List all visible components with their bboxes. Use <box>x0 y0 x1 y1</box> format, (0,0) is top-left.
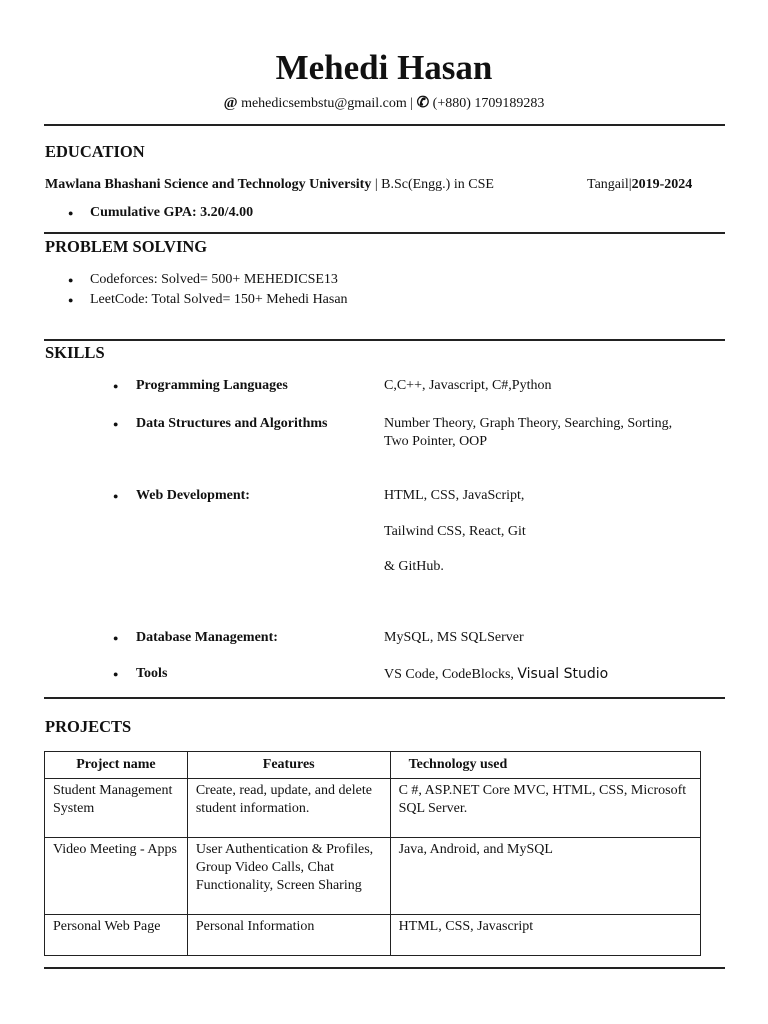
contact-separator: | <box>410 96 414 111</box>
table-cell: Personal Information <box>187 915 390 956</box>
section-title-problem-solving: PROBLEM SOLVING <box>45 237 208 256</box>
degree: | B.Sc(Engg.) in CSE <box>371 177 494 192</box>
table-cell: User Authentication & Profiles, Group Video Calls, Chat Functionality, Screen Sharing <box>187 838 390 915</box>
table-cell: Create, read, update, and delete student information. <box>187 779 390 838</box>
table-row <box>45 838 701 915</box>
list-item-text: LeetCode: Total Solved= 150+ Mehedi Hasan <box>90 292 348 307</box>
table-row <box>45 779 701 838</box>
skill-value: Tailwind CSS, React, Git <box>384 524 526 539</box>
list-item-text: Codeforces: Solved= 500+ MEHEDICSE13 <box>90 272 338 287</box>
phone-number: (+880) 1709189283 <box>432 96 545 111</box>
projects-table <box>44 751 701 956</box>
table-cell: Student Management System <box>45 779 188 838</box>
skill-label: ● Programming Languages <box>113 377 288 395</box>
divider <box>44 232 725 234</box>
table-header: Technology used <box>390 752 700 779</box>
contact-line <box>0 93 768 114</box>
table-cell: Video Meeting - Apps <box>45 838 188 915</box>
table-header-row <box>45 752 701 779</box>
table-cell: C #, ASP.NET Core MVC, HTML, CSS, Microsoft SQL Server. <box>390 779 700 838</box>
skill-value: HTML, CSS, JavaScript, <box>384 488 525 503</box>
table-header: Features <box>187 752 390 779</box>
divider <box>44 697 725 699</box>
resume-name: Mehedi Hasan <box>275 48 493 87</box>
list-item <box>68 270 338 290</box>
years: 2019-2024 <box>631 177 693 192</box>
location: Tangail| <box>587 177 632 192</box>
divider <box>44 339 725 341</box>
list-item <box>68 290 348 310</box>
gpa-text: Cumulative GPA: 3.20/4.00 <box>90 205 254 220</box>
section-title-projects: PROJECTS <box>45 717 132 736</box>
table-cell: HTML, CSS, Javascript <box>390 915 700 956</box>
section-title-education: EDUCATION <box>45 142 145 161</box>
table-header: Project name <box>45 752 188 779</box>
skill-label: ● Database Management: <box>113 629 278 647</box>
skill-value: & GitHub. <box>384 559 444 574</box>
university-name: Mawlana Bhashani Science and Technology University <box>45 177 372 192</box>
skill-value: Number Theory, Graph Theory, Searching, Sorting, Two Pointer, OOP <box>384 416 673 449</box>
divider <box>44 967 725 969</box>
education-location-years <box>587 175 692 195</box>
skill-label: ● Tools <box>113 665 167 683</box>
skill-value: VS Code, CodeBlocks, Visual Studio <box>384 666 609 682</box>
education-row <box>45 175 705 195</box>
divider <box>44 124 725 126</box>
phone-icon: ✆ <box>416 95 430 111</box>
gpa-item <box>68 203 253 223</box>
table-cell: Java, Android, and MySQL <box>390 838 700 915</box>
section-title-skills: SKILLS <box>45 343 105 362</box>
skill-value: MySQL, MS SQLServer <box>384 630 524 645</box>
table-cell: Personal Web Page <box>45 915 188 956</box>
email-link[interactable]: mehedicsembstu@gmail.com <box>241 96 407 111</box>
table-row <box>45 915 701 956</box>
skill-label: ● Web Development: <box>113 487 250 505</box>
skill-label: ● Data Structures and Algorithms <box>113 415 327 433</box>
at-icon: @ <box>223 95 238 111</box>
skill-value: C,C++, Javascript, C#,Python <box>384 378 552 393</box>
